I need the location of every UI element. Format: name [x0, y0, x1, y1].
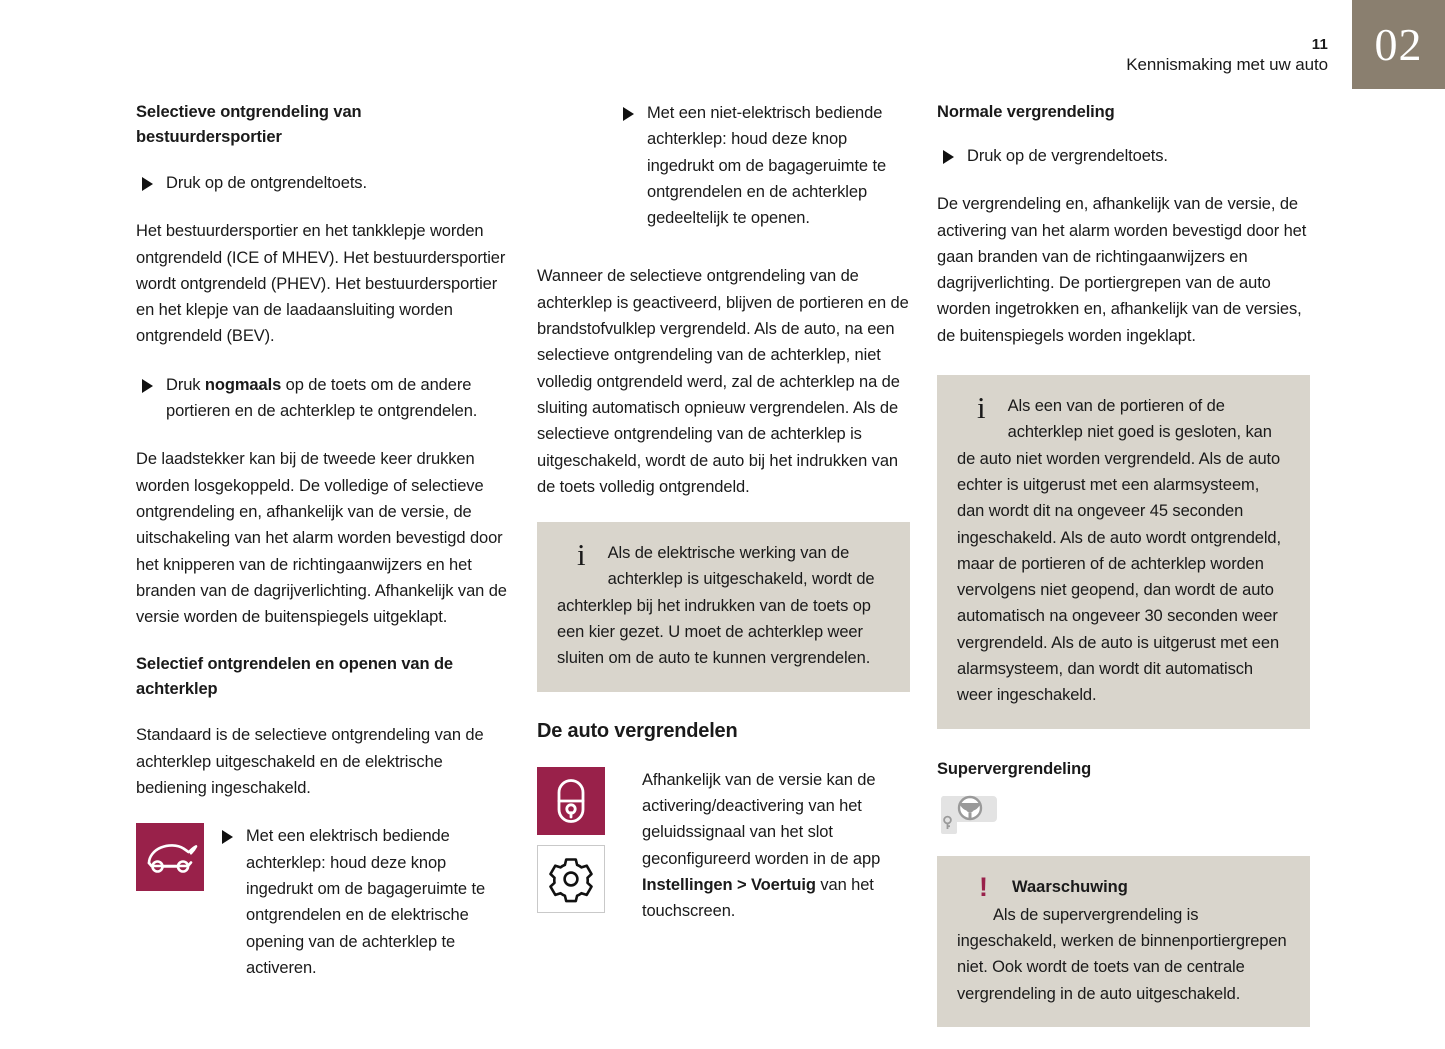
page-number: 11 [1311, 36, 1328, 53]
info-box-text: Als een van de portieren of de achterklep niet goed is gesloten, kan de auto niet worden vergrendeld. Als de auto echter is uitgerust met een alarmsysteem, dan wordt dit na ongeveer 45 seconden ingeschakeld. Als de auto wordt ontgrendeld, maar de portieren of de achterklep worden vervolgens niet geopend, dan wordt de auto automatisch na ongeveer 30 seconden weer vergrendeld. Als de auto is uitgerust met een alarmsysteem, dan wordt dit automatisch weer ingeschakeld. [957, 397, 1281, 705]
triangle-bullet-icon [623, 107, 634, 121]
triangle-bullet-icon [222, 830, 233, 844]
triangle-bullet-icon [943, 150, 954, 164]
page-header [0, 0, 1445, 92]
car-tailgate-open-icon [136, 823, 204, 891]
gear-settings-icon [537, 845, 605, 913]
column-2 [537, 100, 910, 946]
header-meta [1126, 36, 1328, 77]
info-box-elektrische-werking [537, 522, 910, 691]
paragraph-pre: Afhankelijk van de versie kan de activering/deactivering van het geluidssignaal van het slot geconfigureerd worden in de app [642, 770, 881, 868]
steering-wheel-key-icon [937, 792, 1310, 838]
bullet-elektrisch-bediende-achterklep [216, 823, 509, 981]
bullet-text-post: op de toets om de andere portieren en de achterklep te ontgrendelen. [166, 375, 478, 421]
triangle-bullet-icon [142, 177, 153, 191]
heading-selectief-ontgrendelen-achterklep: Selectief ontgrendelen en openen van de achterklep [136, 655, 454, 699]
bullet-text-bold: nogmaals [204, 375, 282, 394]
bullet-druk-ontgrendeltoets [136, 170, 509, 196]
icon-row-geluidssignaal-slot [537, 767, 910, 925]
info-icon: i [577, 537, 586, 573]
heading-supervergrendeling: Supervergrendeling [937, 759, 1092, 778]
bullet-text: Met een elektrisch bediende achterklep: houd deze knop ingedrukt om de bagageruimte te ontgrendelen en de elektrische opening van de achterklep te activeren. [246, 827, 486, 977]
bullet-text: Druk op de ontgrendeltoets. [166, 174, 367, 192]
lock-icon [537, 767, 605, 835]
info-icon: i [977, 390, 986, 426]
paragraph-bold: Instellingen > Voertuig [642, 875, 816, 894]
warning-title: Waarschuwing [1012, 877, 1128, 896]
warning-box-supervergrendeling [937, 856, 1310, 1027]
column-3 [937, 100, 1310, 1049]
bullet-text-pre: Druk [166, 375, 205, 394]
paragraph-geluidssignaal-slot [642, 767, 910, 925]
paragraph-post: van het touchscreen. [642, 875, 874, 921]
heading-normale-vergrendeling: Normale vergrendeling [937, 103, 1115, 121]
chapter-title: Kennismaking met uw auto [1126, 55, 1328, 74]
paragraph-selectieve-ontgrendeling-achterklep: Wanneer de selectieve ontgrendeling van de achterklep is geactiveerd, blijven de portieren en de brandstofvulklep vergrendeld. Als de auto, na een selectieve ontgrendeling van de achterklep, niet volledig ontgrendeld werd, zal de achterklep na de sluiting automatisch opnieuw vergrendelen. Als de selectieve ontgrendeling van de achterklep is uitgeschakeld, wordt de auto bij het indrukken van de toets volledig ontgrendeld. [537, 267, 909, 496]
paragraph-standaard-selectieve: Standaard is de selectieve ontgrendeling van de achterklep uitgeschakeld en de elektrische bediening ingeschakeld. [136, 726, 484, 798]
chapter-number-tab: 02 [1352, 0, 1445, 89]
warning-text: Als de supervergrendeling is ingeschakeld, werken de binnenportiergrepen niet. Ook wordt de toets van de centrale vergrendeling in de auto uitgeschakeld. [957, 905, 1287, 1003]
heading-selectieve-ontgrendeling: Selectieve ontgrendeling van bestuurdersportier [136, 103, 362, 146]
icon-row-elektrisch-bediende-achterklep [136, 823, 509, 981]
bullet-text: Met een niet-elektrisch bediende achterklep: houd deze knop ingedrukt om de bagageruimte te ontgrendelen en de achterklep gedeeltelijk te openen. [647, 104, 887, 228]
heading-de-auto-vergrendelen: De auto vergrendelen [537, 719, 738, 742]
warning-icon: ! [979, 871, 988, 902]
info-box-portieren-gesloten [937, 375, 1310, 729]
info-box-text: Als de elektrische werking van de achterklep is uitgeschakeld, wordt de achterklep bij het indrukken van de toets op een kier gezet. U moet de achterklep weer sluiten om de auto te kunnen vergrendelen. [557, 544, 875, 668]
triangle-bullet-icon [142, 379, 153, 393]
bullet-druk-vergrendeltoets [937, 143, 1310, 169]
paragraph-portier-ontgrendeld: Het bestuurdersportier en het tankklepje worden ontgrendeld (ICE of MHEV). Het bestuurdersportier wordt ontgrendeld (PHEV). Het bestuurdersportier en het klepje van de laadaansluiting worden ontgrendeld (BEV). [136, 222, 506, 346]
bullet-druk-nogmaals [136, 372, 509, 425]
paragraph-vergrendeling-bevestiging: De vergrendeling en, afhankelijk van de versie, de activering van het alarm worden bevestigd door het gaan branden van de richtingaanwijzers en dagrijverlichting. De portiergrepen van de auto worden ingetrokken en, afhankelijk van de versies, de buitenspiegels worden ingeklapt. [937, 195, 1307, 345]
column-1 [136, 100, 509, 1003]
bullet-text: Druk op de vergrendeltoets. [967, 147, 1168, 165]
bullet-niet-elektrisch-achterklep [617, 100, 905, 231]
paragraph-laadstekker: De laadstekker kan bij de tweede keer drukken worden losgekoppeld. De volledige of selectieve ontgrendeling en, afhankelijk van de versie, de uitschakeling van het alarm worden bevestigd door het knipperen van de richtingaanwijzers en het branden van de dagrijverlichting. Afhankelijk van de versie worden de buitenspiegels uitgeklapt. [136, 450, 507, 627]
